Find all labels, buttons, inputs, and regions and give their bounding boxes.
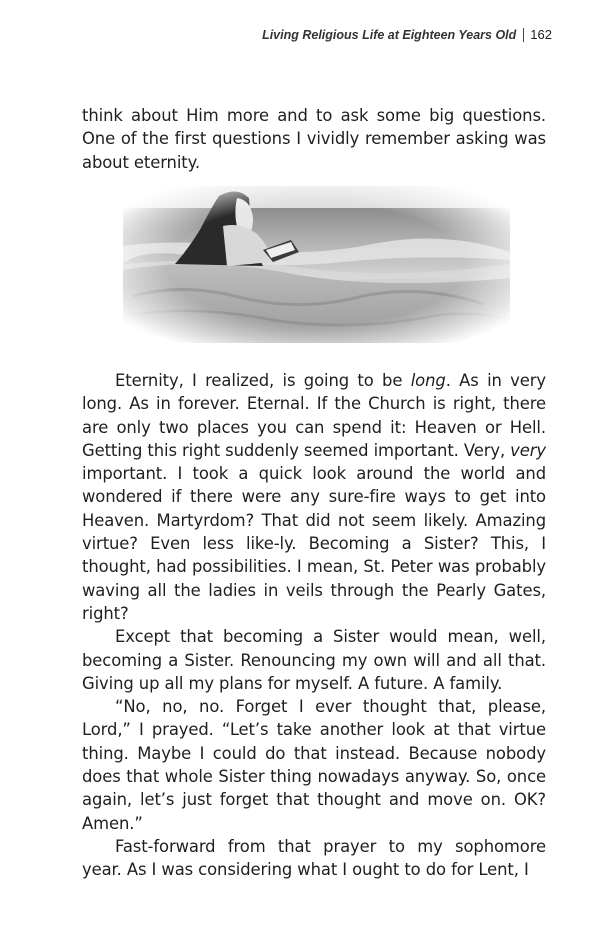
running-title: Living Religious Life at Eighteen Years Old <box>262 27 517 42</box>
emphasis: very <box>510 440 546 460</box>
paragraph: Except that becoming a Sister would mean, well, becoming a Sister. Renouncing my own will and all that. Giving up all my plans for myself. A future. A family. <box>82 627 546 693</box>
paragraph: Eternity, I realized, is going to be long. As in very long. As in forever. Eternal. If the Church is right, there are only two places you can spend it: Heaven or Hell. Getting this right suddenly seemed important. Very, very important. I took a quick look around the world and wondered if there were any sure-fire ways to get into Heaven. Martyrdom? That did not seem likely. Amazing virtue? Even less like-ly. Becoming a Sister? This, I thought, had possibilities. I mean, St. Peter was probably waving all the ladies in veils through the Pearly Gates, right? <box>82 371 546 623</box>
page-number: 162 <box>530 27 552 42</box>
header-divider <box>523 28 524 42</box>
paragraph: Fast-forward from that prayer to my sophomore year. As I was considering what I ought to do for Lent, I <box>82 836 546 880</box>
text-block-main <box>82 369 546 882</box>
paragraph: “No, no, no. Forget I ever thought that, please, Lord,” I prayed. “Let’s take another look at that virtue thing. Maybe I could do that instead. Because nobody does that whole Sister thing nowadays anyway. So, once again, let’s just forget that thought and move on. OK? Amen.” <box>82 697 546 833</box>
photo-nun-reading-on-beach <box>123 186 510 343</box>
text-block-top <box>82 104 546 174</box>
paragraph: think about Him more and to ask some big questions. One of the first questions I vividly remember asking was about eternity. <box>82 106 546 172</box>
running-head <box>262 27 552 42</box>
emphasis: long <box>410 371 446 390</box>
